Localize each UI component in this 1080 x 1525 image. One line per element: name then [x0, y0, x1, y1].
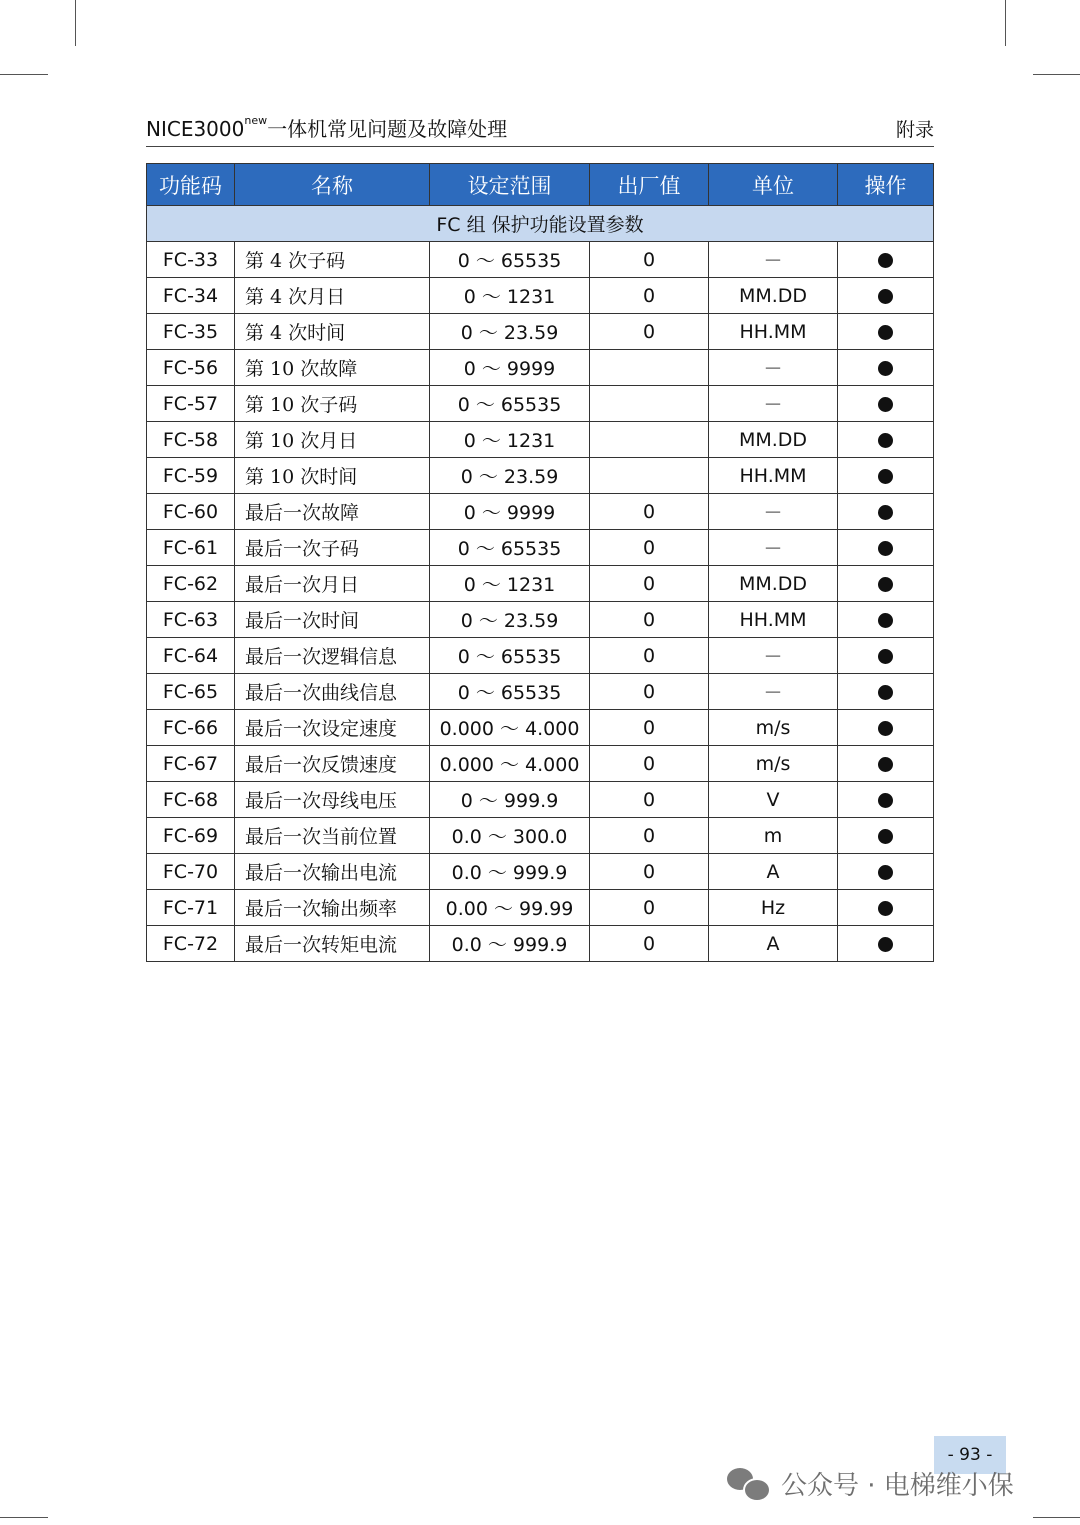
cell-code: FC-34 — [147, 278, 235, 314]
cell-code: FC-72 — [147, 926, 235, 962]
cell-unit: － — [709, 494, 838, 530]
cell-operation — [838, 566, 934, 602]
cell-name: 最后一次逻辑信息 — [235, 638, 430, 674]
cell-unit: － — [709, 242, 838, 278]
filled-circle-icon — [878, 253, 893, 268]
table-row — [147, 386, 934, 422]
cell-operation — [838, 386, 934, 422]
filled-circle-icon — [878, 577, 893, 592]
filled-circle-icon — [878, 901, 893, 916]
table-row — [147, 458, 934, 494]
cell-range: 0 ～ 65535 — [430, 674, 590, 710]
cell-code: FC-35 — [147, 314, 235, 350]
cell-unit: A — [709, 854, 838, 890]
cell-name: 最后一次转矩电流 — [235, 926, 430, 962]
cell-range: 0 ～ 23.59 — [430, 314, 590, 350]
column-header-unit: 单位 — [709, 164, 838, 206]
cell-unit: MM.DD — [709, 422, 838, 458]
cell-default — [590, 350, 709, 386]
cell-default: 0 — [590, 278, 709, 314]
cell-code: FC-69 — [147, 818, 235, 854]
cell-name: 第 4 次月日 — [235, 278, 430, 314]
cell-unit: HH.MM — [709, 458, 838, 494]
cell-name: 最后一次故障 — [235, 494, 430, 530]
cell-operation — [838, 746, 934, 782]
cell-unit: HH.MM — [709, 314, 838, 350]
crop-mark — [1033, 74, 1080, 75]
cell-name: 最后一次月日 — [235, 566, 430, 602]
cell-range: 0.00 ～ 99.99 — [430, 890, 590, 926]
title-rest: 一体机常见问题及故障处理 — [267, 117, 508, 141]
cell-unit: － — [709, 674, 838, 710]
cell-range: 0 ～ 23.59 — [430, 602, 590, 638]
column-header-range: 设定范围 — [430, 164, 590, 206]
table-row — [147, 566, 934, 602]
cell-unit: m/s — [709, 746, 838, 782]
filled-circle-icon — [878, 613, 893, 628]
cell-default: 0 — [590, 242, 709, 278]
crop-mark — [0, 74, 48, 75]
cell-range: 0 ～ 9999 — [430, 494, 590, 530]
cell-name: 最后一次当前位置 — [235, 818, 430, 854]
cell-code: FC-66 — [147, 710, 235, 746]
cell-range: 0.0 ～ 300.0 — [430, 818, 590, 854]
cell-default — [590, 458, 709, 494]
table-row — [147, 422, 934, 458]
cell-operation — [838, 818, 934, 854]
filled-circle-icon — [878, 325, 893, 340]
table-row — [147, 530, 934, 566]
cell-operation — [838, 890, 934, 926]
cell-range: 0 ～ 9999 — [430, 350, 590, 386]
cell-operation — [838, 242, 934, 278]
cell-code: FC-67 — [147, 746, 235, 782]
watermark-text: 公众号 · 电梯维小保 — [781, 1470, 1014, 1501]
cell-default: 0 — [590, 782, 709, 818]
cell-code: FC-65 — [147, 674, 235, 710]
filled-circle-icon — [878, 649, 893, 664]
cell-default: 0 — [590, 638, 709, 674]
table-row — [147, 926, 934, 962]
crop-mark — [1005, 0, 1006, 46]
table-row — [147, 782, 934, 818]
cell-range: 0 ～ 23.59 — [430, 458, 590, 494]
table-row — [147, 674, 934, 710]
page-header — [146, 116, 934, 147]
cell-name: 最后一次反馈速度 — [235, 746, 430, 782]
cell-range: 0.0 ～ 999.9 — [430, 926, 590, 962]
cell-unit: V — [709, 782, 838, 818]
cell-unit: － — [709, 386, 838, 422]
cell-operation — [838, 674, 934, 710]
table-row — [147, 710, 934, 746]
cell-operation — [838, 782, 934, 818]
group-row — [147, 206, 934, 242]
cell-range: 0 ～ 999.9 — [430, 782, 590, 818]
cell-name: 最后一次曲线信息 — [235, 674, 430, 710]
cell-range: 0 ～ 1231 — [430, 422, 590, 458]
cell-unit: Hz — [709, 890, 838, 926]
cell-name: 第 10 次月日 — [235, 422, 430, 458]
column-header-operation: 操作 — [838, 164, 934, 206]
cell-code: FC-63 — [147, 602, 235, 638]
watermark — [727, 1462, 1014, 1504]
table-row — [147, 890, 934, 926]
cell-unit: HH.MM — [709, 602, 838, 638]
cell-range: 0.000 ～ 4.000 — [430, 710, 590, 746]
cell-operation — [838, 422, 934, 458]
cell-default: 0 — [590, 746, 709, 782]
table-row — [147, 746, 934, 782]
cell-operation — [838, 602, 934, 638]
cell-range: 0 ～ 1231 — [430, 278, 590, 314]
cell-operation — [838, 314, 934, 350]
cell-default: 0 — [590, 926, 709, 962]
crop-mark — [75, 0, 76, 46]
cell-code: FC-68 — [147, 782, 235, 818]
table-row — [147, 818, 934, 854]
page-number: - 93 - — [934, 1436, 1006, 1474]
table-row — [147, 638, 934, 674]
cell-code: FC-61 — [147, 530, 235, 566]
cell-range: 0 ～ 65535 — [430, 242, 590, 278]
cell-operation — [838, 926, 934, 962]
cell-default: 0 — [590, 566, 709, 602]
cell-unit: － — [709, 638, 838, 674]
cell-name: 第 10 次子码 — [235, 386, 430, 422]
cell-name: 最后一次母线电压 — [235, 782, 430, 818]
cell-name: 第 4 次时间 — [235, 314, 430, 350]
filled-circle-icon — [878, 505, 893, 520]
cell-range: 0 ～ 65535 — [430, 638, 590, 674]
cell-name: 最后一次时间 — [235, 602, 430, 638]
cell-name: 最后一次输出频率 — [235, 890, 430, 926]
column-header-code: 功能码 — [147, 164, 235, 206]
cell-name: 第 4 次子码 — [235, 242, 430, 278]
cell-unit: m/s — [709, 710, 838, 746]
cell-code: FC-70 — [147, 854, 235, 890]
document-title — [146, 113, 507, 142]
column-header-default: 出厂值 — [590, 164, 709, 206]
wechat-icon — [727, 1466, 771, 1500]
table-row — [147, 602, 934, 638]
filled-circle-icon — [878, 289, 893, 304]
cell-unit: － — [709, 350, 838, 386]
cell-operation — [838, 854, 934, 890]
cell-code: FC-64 — [147, 638, 235, 674]
cell-unit: MM.DD — [709, 566, 838, 602]
cell-operation — [838, 278, 934, 314]
cell-range: 0.000 ～ 4.000 — [430, 746, 590, 782]
cell-unit: m — [709, 818, 838, 854]
cell-code: FC-56 — [147, 350, 235, 386]
cell-default — [590, 422, 709, 458]
parameter-table — [146, 163, 934, 962]
cell-code: FC-71 — [147, 890, 235, 926]
cell-name: 最后一次设定速度 — [235, 710, 430, 746]
cell-default: 0 — [590, 674, 709, 710]
cell-operation — [838, 350, 934, 386]
cell-range: 0 ～ 1231 — [430, 566, 590, 602]
table-row — [147, 494, 934, 530]
filled-circle-icon — [878, 541, 893, 556]
cell-code: FC-59 — [147, 458, 235, 494]
crop-mark — [1033, 1517, 1080, 1518]
cell-name: 最后一次输出电流 — [235, 854, 430, 890]
cell-default: 0 — [590, 530, 709, 566]
cell-default — [590, 386, 709, 422]
crop-mark — [0, 1517, 48, 1518]
cell-range: 0 ～ 65535 — [430, 386, 590, 422]
cell-operation — [838, 710, 934, 746]
cell-range: 0 ～ 65535 — [430, 530, 590, 566]
cell-code: FC-58 — [147, 422, 235, 458]
cell-default: 0 — [590, 854, 709, 890]
cell-unit: A — [709, 926, 838, 962]
cell-default: 0 — [590, 710, 709, 746]
cell-name: 最后一次子码 — [235, 530, 430, 566]
title-main: NICE3000 — [146, 117, 245, 141]
filled-circle-icon — [878, 829, 893, 844]
filled-circle-icon — [878, 361, 893, 376]
table-row — [147, 278, 934, 314]
title-superscript: new — [244, 114, 268, 128]
filled-circle-icon — [878, 865, 893, 880]
cell-default: 0 — [590, 890, 709, 926]
filled-circle-icon — [878, 685, 893, 700]
column-header-name: 名称 — [235, 164, 430, 206]
cell-operation — [838, 458, 934, 494]
cell-default: 0 — [590, 602, 709, 638]
cell-name: 第 10 次故障 — [235, 350, 430, 386]
table-row — [147, 242, 934, 278]
filled-circle-icon — [878, 757, 893, 772]
cell-unit: － — [709, 530, 838, 566]
cell-operation — [838, 530, 934, 566]
filled-circle-icon — [878, 721, 893, 736]
cell-code: FC-62 — [147, 566, 235, 602]
filled-circle-icon — [878, 397, 893, 412]
cell-default: 0 — [590, 818, 709, 854]
filled-circle-icon — [878, 469, 893, 484]
cell-range: 0.0 ～ 999.9 — [430, 854, 590, 890]
filled-circle-icon — [878, 937, 893, 952]
cell-default: 0 — [590, 314, 709, 350]
cell-code: FC-57 — [147, 386, 235, 422]
cell-default: 0 — [590, 494, 709, 530]
cell-operation — [838, 638, 934, 674]
table-row — [147, 314, 934, 350]
cell-operation — [838, 494, 934, 530]
table-row — [147, 854, 934, 890]
cell-code: FC-60 — [147, 494, 235, 530]
cell-unit: MM.DD — [709, 278, 838, 314]
table-header-row — [147, 164, 934, 206]
filled-circle-icon — [878, 793, 893, 808]
filled-circle-icon — [878, 433, 893, 448]
section-label: 附录 — [895, 119, 934, 141]
table-row — [147, 350, 934, 386]
cell-name: 第 10 次时间 — [235, 458, 430, 494]
cell-code: FC-33 — [147, 242, 235, 278]
group-title: FC 组 保护功能设置参数 — [147, 206, 934, 242]
